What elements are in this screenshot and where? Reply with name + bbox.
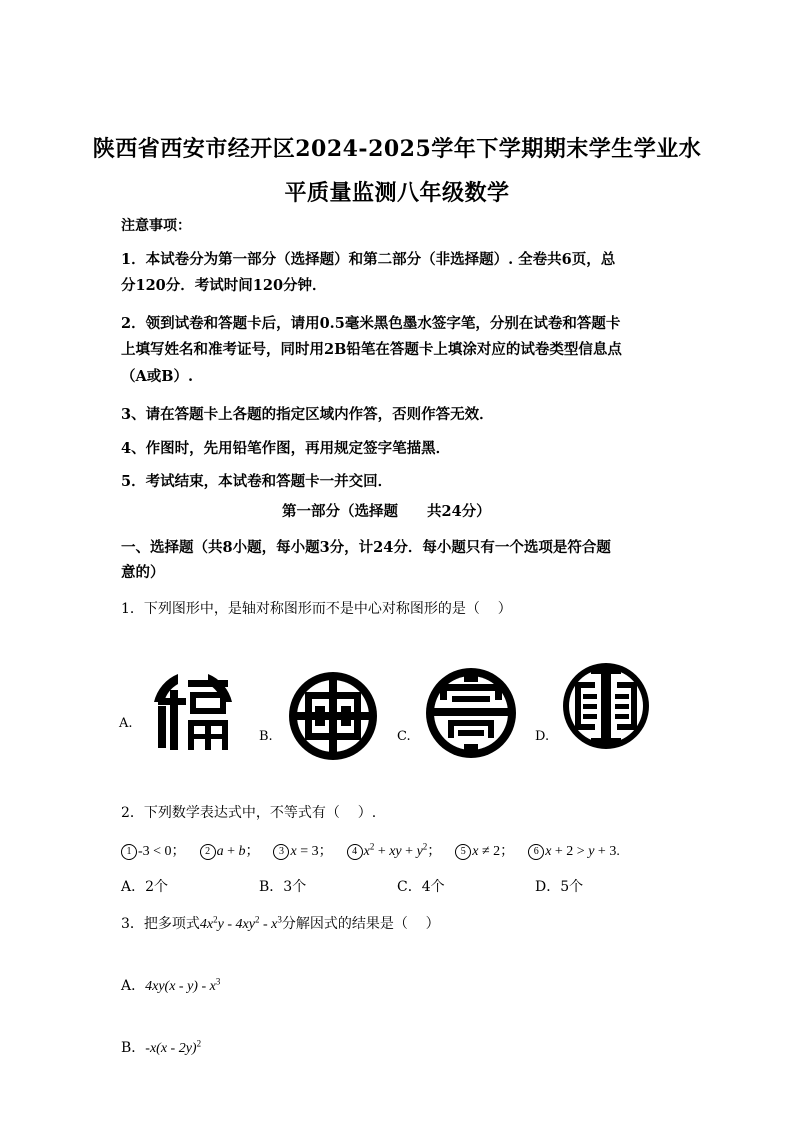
q2-expr-3-var: x <box>290 844 297 859</box>
seal-emblem-icon <box>561 660 651 752</box>
q2-expr-4-var-y: y <box>416 844 423 859</box>
note-item-2-line3: （A或B）. <box>121 368 194 385</box>
q2-expr-5-var: x <box>472 844 479 859</box>
circled-number: 1 <box>121 844 137 860</box>
q3-stem-prefix: 3．把多项式 <box>121 916 200 932</box>
q1-option-a-label: A. <box>119 716 133 731</box>
q3-poly-term1-exp: 2 <box>213 914 218 925</box>
q2-expr-4-var-x: x <box>363 844 370 859</box>
circled-number: 6 <box>528 844 544 860</box>
shou-emblem-icon <box>424 666 518 760</box>
q2-expr-6-var-x: x <box>545 844 552 859</box>
q3-poly-term1-y: y <box>217 917 224 932</box>
q2-expr-2-end: ； <box>245 844 260 859</box>
circled-number: 5 <box>455 844 471 860</box>
q3-option-a-expr: 4xy(x - y) - x <box>145 979 216 994</box>
q3-poly-term2: - 4xy <box>223 917 255 932</box>
notes-heading: 注意事项： <box>121 218 191 234</box>
question-1-stem: 1．下列图形中，是轴对称图形而不是中心对称图形的是（ ） <box>121 601 512 617</box>
note-item-3: 3、请在答题卡上各题的指定区域内作答，否则作答无效． <box>121 406 494 423</box>
note-item-2-line1: 2．领到试卷和答题卡后，请用0.5毫米黑色墨水签字笔，分别在试卷和答题卡 <box>121 315 621 332</box>
question-2-expressions <box>121 840 620 860</box>
section-heading-line2: 意的） <box>121 564 165 581</box>
q2-expr-4-op2: + <box>401 844 417 859</box>
section-heading-line1: 一、选择题（共8小题，每小题3分，计24分．每小题只有一个选项是符合题 <box>121 539 611 556</box>
q3-option-a-exp: 3 <box>215 976 221 987</box>
q2-expr-2-var-a: a <box>216 844 224 859</box>
circled-number: 2 <box>200 844 216 860</box>
q3-poly-term3-exp: 3 <box>277 914 282 925</box>
q2-expr-2-op: + <box>223 844 239 859</box>
note-item-5: 5．考试结束，本试卷和答题卡一并交回． <box>121 473 393 490</box>
q2-expr-4-op1: + <box>374 844 390 859</box>
note-item-4: 4、作图时，先用铅笔作图，再用规定签字笔描黑． <box>121 440 451 457</box>
q3-stem-suffix: 分解因式的结果是（ ） <box>281 916 440 932</box>
q2-expr-4-end: ； <box>427 844 442 859</box>
q1-option-d-label: D. <box>535 729 550 744</box>
q2-option-b: B．3个 <box>259 879 307 895</box>
q3-option-a <box>121 975 220 995</box>
q2-expr-6-mid: + 2 > <box>551 844 589 859</box>
q1-option-b-label: B. <box>259 729 273 744</box>
q3-option-b <box>121 1037 201 1057</box>
q2-expr-1: -3 < 0； <box>138 844 186 859</box>
circled-number: 3 <box>273 844 289 860</box>
q2-expr-3-rest: = 3； <box>296 844 333 859</box>
part1-heading: 第一部分（选择题 共24分） <box>282 503 491 520</box>
q2-expr-2-var-b: b <box>238 844 246 859</box>
q2-option-a: A．2个 <box>121 879 169 895</box>
q2-expr-5-rest: ≠ 2； <box>478 844 515 859</box>
q2-option-c: C．4个 <box>397 879 445 895</box>
q3-option-b-exp: 2 <box>196 1038 202 1049</box>
q3-option-b-label: B． <box>121 1040 146 1056</box>
page-title-line1: 陕西省西安市经开区2024-2025学年下学期期末学生学业水 <box>92 136 702 162</box>
page-title-line2: 平质量监测八年级数学 <box>284 180 510 206</box>
q2-expr-6-var-y: y <box>588 844 595 859</box>
q2-option-d: D．5个 <box>535 879 584 895</box>
circled-number: 4 <box>347 844 363 860</box>
note-item-2-line2: 上填写姓名和准考证号，同时用2B铅笔在答题卡上填涂对应的试卷类型信息点 <box>121 341 622 358</box>
q3-poly-term2-exp: 2 <box>254 914 260 925</box>
q3-poly-term3: - x <box>259 917 278 932</box>
question-3-stem <box>121 913 440 933</box>
q3-poly-term1: 4x <box>199 917 214 932</box>
q1-option-c-label: C. <box>397 729 411 744</box>
lattice-emblem-icon <box>287 670 379 762</box>
q2-expr-4-var-xy: xy <box>389 844 402 859</box>
note-item-1-line1: 1．本试卷分为第一部分（选择题）和第二部分（非选择题）. 全卷共6页，总 <box>121 251 616 268</box>
q2-expr-4-exp2: 2 <box>422 841 428 852</box>
q3-option-a-label: A． <box>121 978 146 994</box>
q2-expr-4-exp: 2 <box>369 841 375 852</box>
question-2-stem: 2．下列数学表达式中，不等式有（ ）. <box>121 805 377 821</box>
q3-option-b-expr: -x(x - 2y) <box>145 1041 197 1056</box>
note-item-1-line2: 分120分．考试时间120分钟． <box>121 277 327 294</box>
fu-character-emblem-icon <box>148 668 238 758</box>
q2-expr-6-rest: + 3. <box>594 844 620 859</box>
